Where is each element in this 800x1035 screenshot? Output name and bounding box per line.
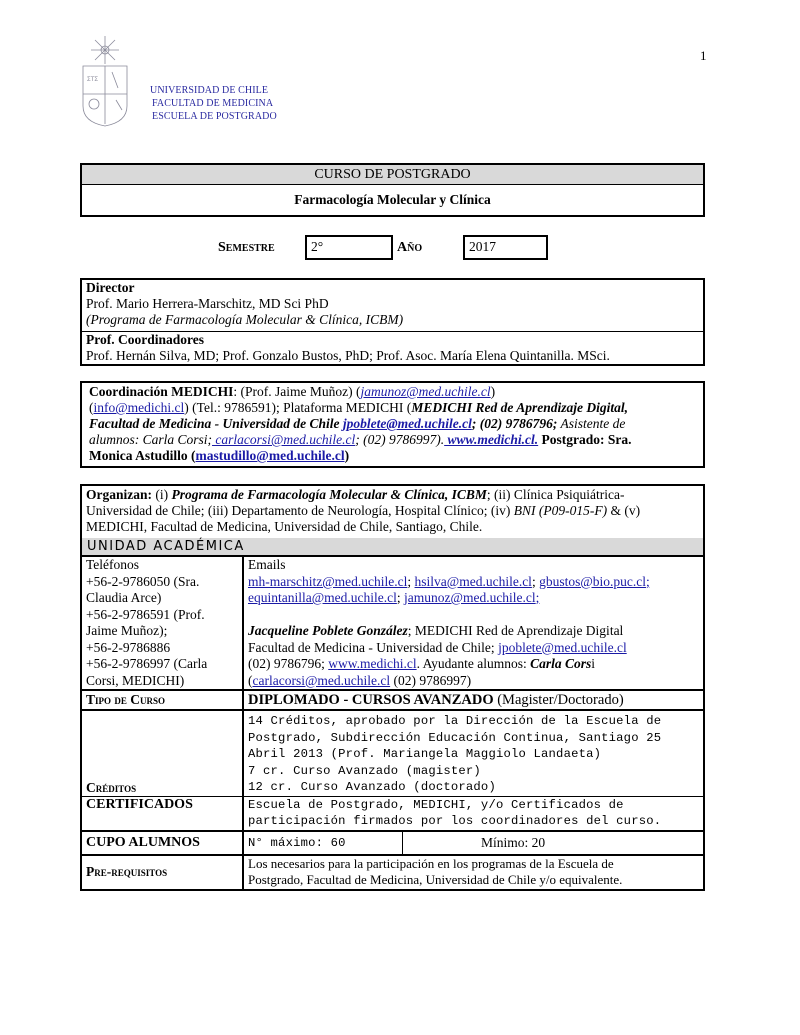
contact-text-3b: . Ayudante alumnos: [416, 656, 531, 671]
creditos-line: Postgrado, Subdirección Educación Continua, Santiago 25 [248, 730, 662, 745]
course-title-box [80, 163, 705, 217]
prereq-label: Pre-requisitos [81, 855, 243, 890]
creditos-line: Abril 2013 (Prof. Mariangela Maggiolo Landaeta) [248, 747, 602, 761]
medichi-text-5-b: Monica Astudillo ( [89, 448, 196, 463]
unidad-header: UNIDAD ACADÉMICA [80, 538, 705, 555]
university-logo [80, 36, 130, 128]
phones-cell [81, 556, 243, 690]
prereq-cell [243, 855, 704, 890]
creditos-label: Créditos [81, 710, 243, 796]
contact-text-3: (02) 9786796; [248, 656, 329, 671]
director-label: Director [86, 280, 135, 295]
certificados-label: CERTIFICADOS [81, 796, 243, 831]
coordinators-label: Prof. Coordinadores [86, 332, 204, 347]
medichi-text-1: : (Prof. Jaime Muñoz) ( [233, 384, 361, 399]
email-link-equintanilla[interactable]: equintanilla@med.uchile.cl [248, 590, 397, 605]
medichi-box: Coordinación MEDICHI: (Prof. Jaime Muñoz) (jamunoz@med.uchile.cl) (info@medichi.cl) (Tel.: 9786591); Plataforma MEDICHI (MEDICHI Red de Aprendizaje Digital, Facultad de Medicina - Universidad de Chile jpoblete@med.uchile.cl; (02) 9786796; Asistente de alumnos: Carla Corsi; carlacorsi@med.uchile.cl; (02) 9786997). www.medichi.cl. Postgrado: Sra. Monica Astudillo (mastudillo@med.uchile.cl) [80, 381, 705, 468]
email-link-carlacorsi[interactable]: carlacorsi@med.uchile.cl [212, 432, 356, 447]
director-name: Prof. Mario Herrera-Marschitz, MD Sci PhD [86, 296, 329, 311]
medichi-text-5-end: ) [344, 448, 350, 463]
creditos-line: 12 cr. Curso Avanzado (doctorado) [248, 780, 496, 794]
table-row [81, 796, 704, 831]
course-info-table [80, 555, 705, 891]
organizan-text-1-bi: Programa de Farmacología Molecular & Clínica, ICBM [171, 487, 487, 502]
email-link-mastudillo[interactable]: mastudillo@med.uchile.cl [195, 448, 345, 463]
page-number: 1 [700, 48, 707, 63]
phones-label: Teléfonos [86, 557, 140, 572]
cupo-max: N° máximo: 60 [244, 832, 403, 854]
contact-name: Jacqueline Poblete González [248, 623, 408, 638]
certificados-line: participación firmados por los coordinadores del curso. [248, 814, 662, 828]
medichi-label: Coordinación MEDICHI [89, 384, 234, 399]
assistant-name-end: i [591, 656, 596, 671]
coordinators-names: Prof. Hernán Silva, MD; Prof. Gonzalo Bustos, PhD; Prof. Asoc. María Elena Quintanilla. MSci. [86, 348, 610, 363]
cupo-min: Mínimo: 20 [481, 834, 546, 850]
medichi-text-3-i: Asistente de [557, 416, 626, 431]
course-name: Farmacología Molecular y Clínica [294, 192, 491, 207]
medichi-text-3-bi2: ; (02) 9786796; [471, 416, 558, 431]
cupo-label: CUPO ALUMNOS [81, 831, 243, 855]
certificados-line: Escuela de Postgrado, MEDICHI, y/o Certificados de [248, 797, 624, 812]
phone-line: Corsi, MEDICHI) [86, 672, 185, 688]
phone-line: +56-2-9786997 (Carla [86, 656, 208, 671]
institution-header [150, 84, 277, 123]
medichi-text-4-i2: ; (02) 9786997). [355, 432, 445, 447]
email-link-jpoblete[interactable]: jpoblete@med.uchile.cl [342, 416, 472, 431]
medichi-text-3-bi: Facultad de Medicina - Universidad de Chile [89, 416, 340, 431]
phone-line: +56-2-9786591 (Prof. [86, 606, 205, 622]
year-value: 2017 [469, 239, 496, 254]
phone-line: +56-2-9786050 (Sra. [86, 573, 200, 589]
organizan-text-2-end: & (v) [607, 503, 641, 518]
email-link-marschitz[interactable]: mh-marschitz@med.uchile.cl [248, 573, 408, 589]
table-row [81, 710, 704, 796]
table-row [81, 855, 704, 890]
tipo-value-bold: DIPLOMADO - CURSOS AVANZADO [248, 692, 494, 708]
contact-text-4a: ( [248, 672, 253, 688]
medichi-text-4-i: alumnos: Carla Corsi; [89, 432, 213, 447]
url-link-medichi-2[interactable]: www.medichi.cl [328, 656, 417, 671]
email-link-jamunoz-2[interactable]: jamunoz@med.uchile.cl [404, 590, 536, 605]
assistant-name: Carla Cors [530, 656, 592, 671]
svg-text:ΣTΣ: ΣTΣ [87, 77, 99, 83]
organizan-text-2: Universidad de Chile; (iii) Departamento de Neurología, Hospital Clínico; (iv) [86, 503, 514, 518]
phone-line: Claudia Arce) [86, 590, 162, 605]
phone-line: +56-2-9786886 [86, 639, 171, 655]
semester-field [305, 235, 393, 260]
semester-label: Semestre [218, 240, 275, 255]
director-box [80, 278, 705, 366]
year-field [463, 235, 548, 260]
phone-line: Jaime Muñoz); [86, 623, 168, 638]
organizan-text-1-end: ; (ii) Clínica Psiquiátrica- [486, 487, 625, 502]
organizan-label: Organizan: [86, 487, 152, 502]
tipo-value: (Magister/Doctorado) [493, 692, 624, 708]
prereq-line: Los necesarios para la participación en los programas de la Escuela de [248, 855, 614, 871]
email-link-hsilva[interactable]: hsilva@med.uchile.cl [414, 573, 532, 589]
contact-text-2: Facultad de Medicina - Universidad de Chile; [248, 639, 499, 655]
organizan-text-3: MEDICHI, Facultad de Medicina, Universidad de Chile, Santiago, Chile. [86, 519, 483, 534]
institution-line-1: UNIVERSIDAD DE CHILE [150, 85, 269, 96]
medichi-text-4-b: Postgrado: Sra. [538, 432, 632, 447]
creditos-line: 14 Créditos, aprobado por la Dirección de la Escuela de [248, 714, 662, 728]
email-link-jamunoz[interactable]: jamunoz@med.uchile.cl [360, 384, 491, 399]
organizan-text-2-i: BNI (P09-015-F) [513, 503, 608, 518]
email-link-info[interactable]: info@medichi.cl [93, 400, 185, 415]
director-program: (Programa de Farmacología Molecular & Clínica, ICBM) [86, 312, 404, 327]
url-link-medichi[interactable]: www.medichi.cl. [444, 432, 539, 447]
creditos-cell [243, 710, 704, 796]
year-label: Año [397, 240, 423, 255]
contact-text-4b: (02) 9786997) [390, 672, 472, 688]
table-row [81, 831, 704, 855]
cupo-cell [243, 831, 704, 855]
institution-line-3: ESCUELA DE POSTGRADO [152, 111, 277, 122]
medichi-text-1-end: ) [490, 384, 496, 399]
medichi-text-2-bi: MEDICHI Red de Aprendizaje Digital, [411, 400, 628, 415]
tipo-value-cell [243, 690, 704, 710]
medichi-text-2: ) (Tel.: 9786591); Plataforma MEDICHI ( [184, 400, 412, 415]
email-link-gbustos[interactable]: gbustos@bio.puc.cl [539, 573, 647, 589]
semester-value: 2° [311, 239, 324, 254]
institution-line-2: FACULTAD DE MEDICINA [152, 98, 274, 109]
emails-cell: Emails mh-marschitz@med.uchile.cl; hsilva@med.uchile.cl; gbustos@bio.puc.cl; equintanilla@med.uchile.cl; jamunoz@med.uchile.cl; Jacqueline Poblete González; MEDICHI Red de Aprendizaje Digital Facultad de Medicina - Universidad de Chile; jpoblete@med.uchile.cl (02) 9786796; www.medichi.cl. Ayudante alumnos: Carla Corsi (carlacorsi@med.uchile.cl (02) 9786997) [243, 556, 704, 690]
creditos-line: 7 cr. Curso Avanzado (magister) [248, 763, 481, 778]
email-link-carlacorsi-2[interactable]: carlacorsi@med.uchile.cl [252, 672, 391, 688]
email-link-jpoblete-2[interactable]: jpoblete@med.uchile.cl [498, 639, 627, 655]
tipo-label: Tipo de Curso [81, 690, 243, 710]
organizan-box [80, 484, 705, 538]
contact-text-1: ; MEDICHI Red de Aprendizaje Digital [407, 623, 624, 638]
emails-label: Emails [248, 557, 286, 572]
table-row [81, 690, 704, 710]
table-row [81, 556, 704, 690]
certificados-cell [243, 796, 704, 831]
prereq-line: Postgrado, Facultad de Medicina, Universidad de Chile y/o equivalente. [248, 872, 623, 887]
course-header: CURSO DE POSTGRADO [82, 165, 703, 185]
organizan-text-1: (i) [152, 487, 172, 502]
